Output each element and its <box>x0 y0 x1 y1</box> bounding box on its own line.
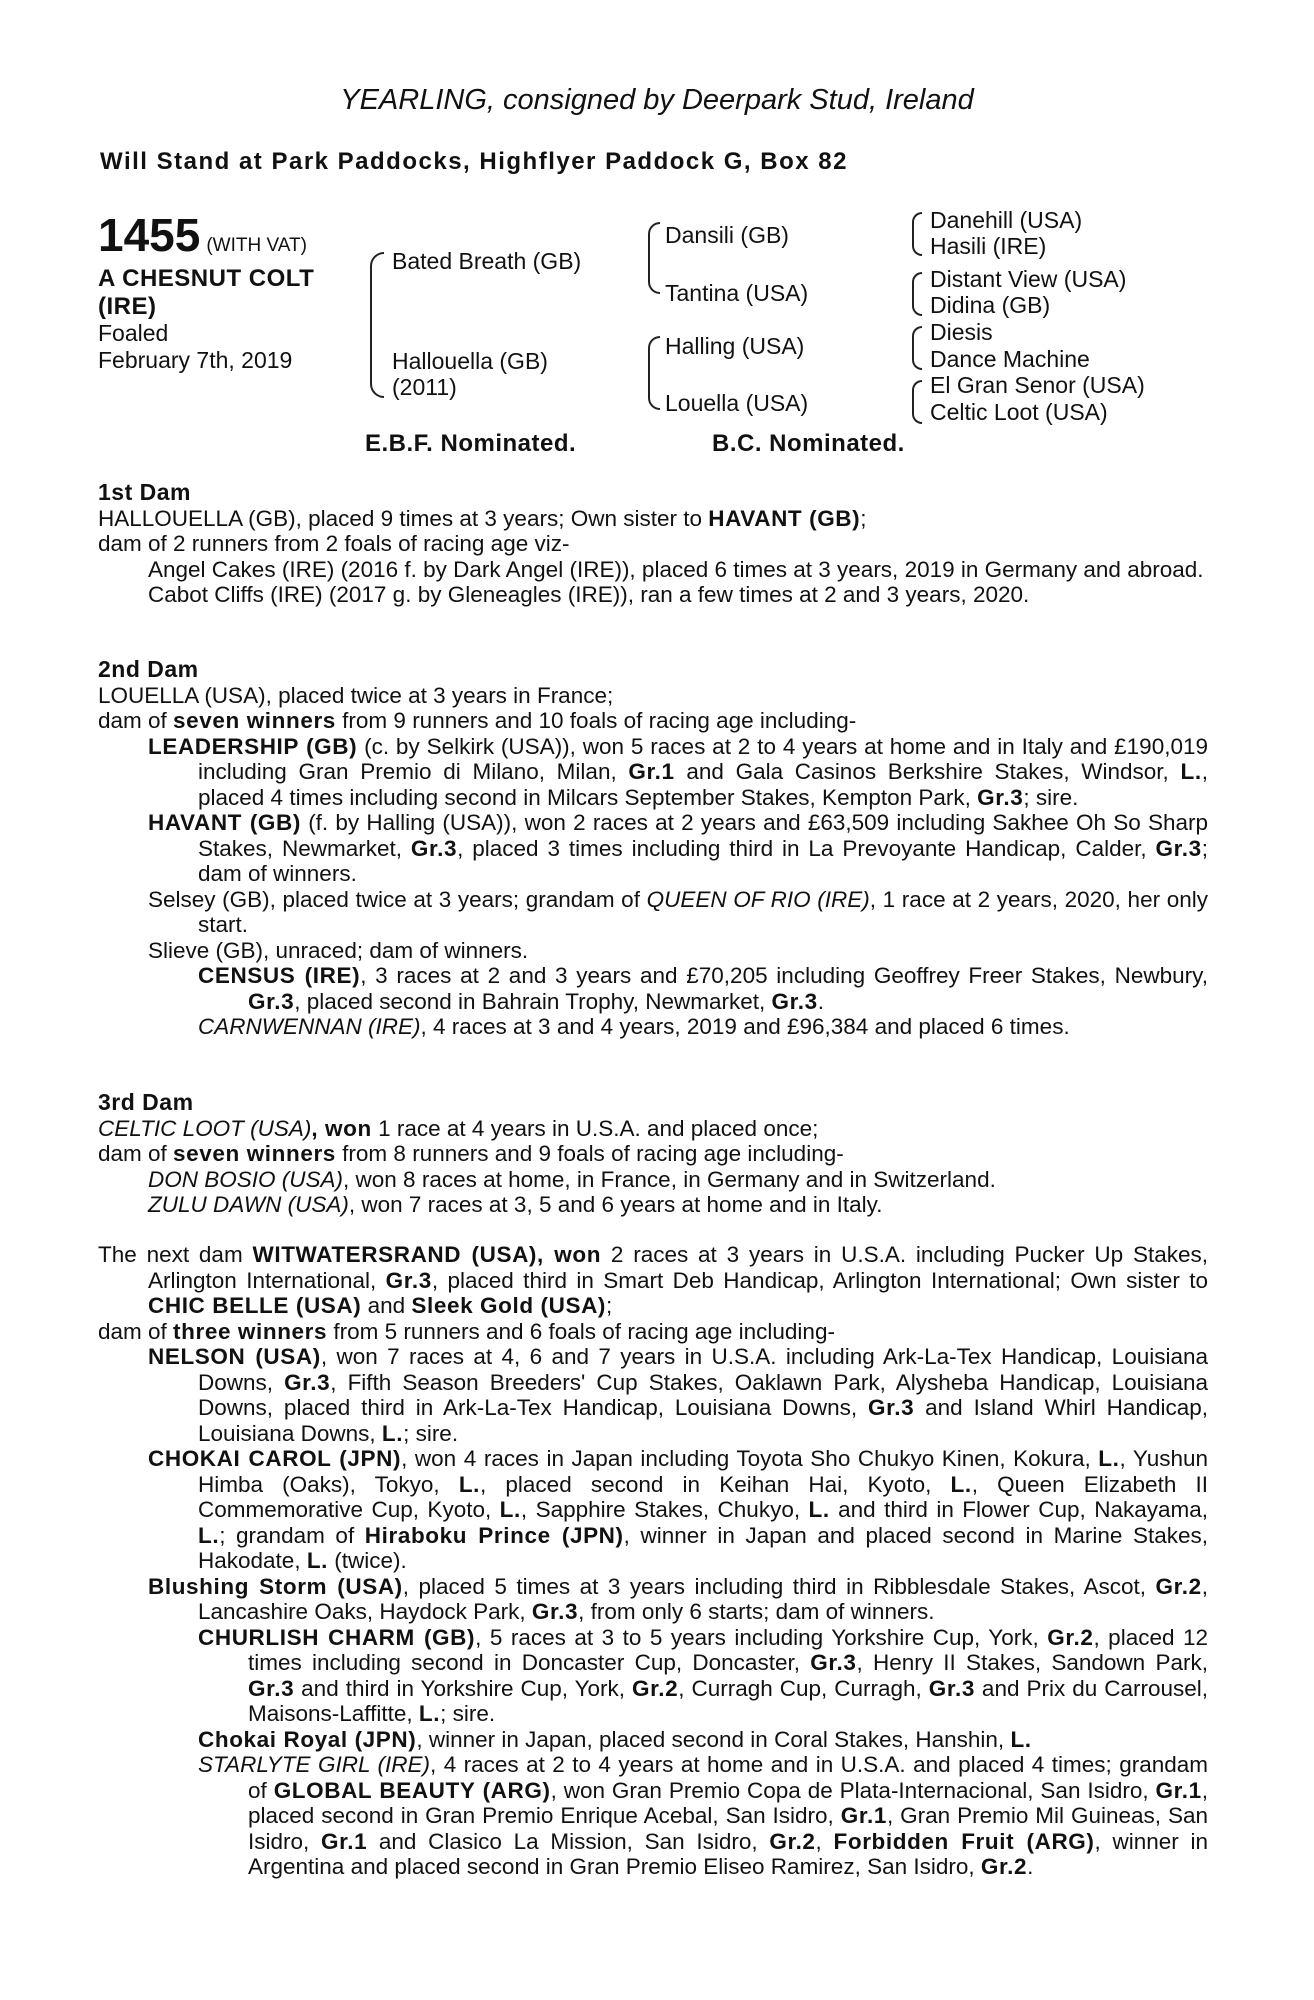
lot-description-2: (IRE) <box>98 293 157 320</box>
second-dam-line1: LOUELLA (USA), placed twice at 3 years in France; <box>98 682 614 708</box>
pedigree-bracket-g3-4 <box>912 380 922 424</box>
lot-number-value: 1455 <box>98 209 201 261</box>
next-dam-chokai-carol: CHOKAI CAROL (JPN), won 4 races in Japan including Toyota Sho Chukyo Kinen, Kokura, L., Yushun Himba (Oaks), Tokyo, L., placed second in Keihan Hai, Kyoto, L., Queen Elizabeth II Commemorative Cup, Kyoto, L., Sapphire Stakes, Chukyo, L. and third in Flower Cup, Nakayama, L.; grandam of Hiraboku Prince (JPN), winner in Japan and placed second in Marine Stakes, Hakodate, L. (twice). <box>148 1446 1208 1573</box>
third-dam-heading: 3rd Dam <box>98 1089 194 1115</box>
ebf-nomination: E.B.F. Nominated. <box>365 430 577 457</box>
next-dam-intro: The next dam WITWATERSRAND (USA), won 2 races at 3 years in U.S.A. including Pucker Up Stakes, Arlington International, Gr.3, placed third in Smart Deb Handicap, Arlington International; Own sister to CHIC BELLE (USA) and Sleek Gold (USA); <box>98 1242 1208 1318</box>
pedigree-gen3-6: Dance Machine <box>930 346 1090 372</box>
pedigree-dam: Hallouella (GB) <box>392 348 548 374</box>
second-dam-carnwennan: CARNWENNAN (IRE), 4 races at 3 and 4 years, 2019 and £96,384 and placed 6 times. <box>198 1014 1070 1039</box>
pedigree-gen2-1: Dansili (GB) <box>665 222 789 248</box>
second-dam-slieve: Slieve (GB), unraced; dam of winners. <box>148 937 529 963</box>
third-dam-zulu-dawn: ZULU DAWN (USA), won 7 races at 3, 5 and 6 years at home and in Italy. <box>148 1192 883 1217</box>
third-dam-line1: CELTIC LOOT (USA), won 1 race at 4 years in U.S.A. and placed once; <box>98 1115 819 1141</box>
next-dam-chokai-royal: Chokai Royal (JPN), winner in Japan, placed second in Coral Stakes, Hanshin, L. <box>198 1726 1032 1752</box>
pedigree-gen3-4: Didina (GB) <box>930 292 1051 318</box>
third-dam-don-bosio: DON BOSIO (USA), won 8 races at home, in France, in Germany and in Switzerland. <box>148 1166 996 1192</box>
second-dam-heading: 2nd Dam <box>98 656 199 682</box>
pedigree-gen2-2: Tantina (USA) <box>665 280 809 306</box>
second-dam-selsey: Selsey (GB), placed twice at 3 years; grandam of QUEEN OF RIO (IRE), 1 race at 2 years, 2020, her only start. <box>148 886 1208 937</box>
first-dam-section <box>98 480 1208 608</box>
bc-nomination: B.C. Nominated. <box>712 430 905 457</box>
third-dam-line2: dam of seven winners from 8 runners and 9 foals of racing age including- <box>98 1141 844 1166</box>
first-dam-line1: HALLOUELLA (GB), placed 9 times at 3 years; Own sister to HAVANT (GB); <box>98 505 867 531</box>
first-dam-heading: 1st Dam <box>98 479 191 505</box>
pedigree-bracket-g3-2 <box>912 272 922 316</box>
pedigree-gen3-5: Diesis <box>930 319 993 345</box>
pedigree-gen2-4: Louella (USA) <box>665 390 809 416</box>
second-dam-leadership: LEADERSHIP (GB) (c. by Selkirk (USA)), won 5 races at 2 to 4 years at home and in Italy and £190,019 including Gran Premio di Milano, Milan, Gr.1 and Gala Casinos Berkshire Stakes, Windsor, L., placed 4 times including second in Milcars September Stakes, Kempton Park, Gr.3; sire. <box>148 733 1208 810</box>
next-dam-blushing-storm: Blushing Storm (USA), placed 5 times at 3 years including third in Ribblesdale Stakes, Ascot, Gr.2, Lancashire Oaks, Haydock Park, Gr.3, from only 6 starts; dam of winners. <box>148 1573 1208 1624</box>
next-dam-nelson: NELSON (USA), won 7 races at 4, 6 and 7 years in U.S.A. including Ark-La-Tex Handicap, Louisiana Downs, Gr.3, Fifth Season Breeders' Cup Stakes, Oaklawn Park, Alysheba Handicap, Louisiana Downs, placed third in Ark-La-Tex Handicap, Louisiana Downs, Gr.3 and Island Whirl Handicap, Louisiana Downs, L.; sire. <box>148 1344 1209 1446</box>
second-dam-line2: dam of seven winners from 9 runners and 10 foals of racing age including- <box>98 708 857 733</box>
pedigree-bracket-g3-3 <box>912 326 922 370</box>
next-dam-churlish-charm: CHURLISH CHARM (GB), 5 races at 3 to 5 years including Yorkshire Cup, York, Gr.2, placed 12 times including second in Doncaster Cup, Doncaster, Gr.3, Henry II Stakes, Sandown Park, Gr.3 and third in Yorkshire Cup, York, Gr.2, Curragh Cup, Curragh, Gr.3 and Prix du Carrousel, Maisons-Laffitte, L.; sire. <box>198 1624 1208 1726</box>
pedigree-bracket-sire <box>648 222 660 294</box>
second-dam-havant: HAVANT (GB) (f. by Halling (USA)), won 2 races at 2 years and £63,509 including Sakhee Oh So Sharp Stakes, Newmarket, Gr.3, placed 3 times including third in La Prevoyante Handicap, Calder, Gr.3; dam of winners. <box>148 810 1208 886</box>
pedigree-gen3-7: El Gran Senor (USA) <box>930 372 1145 398</box>
pedigree-gen2-3: Halling (USA) <box>665 333 805 359</box>
pedigree-gen3-1: Danehill (USA) <box>930 207 1083 233</box>
lot-description-1: A CHESNUT COLT <box>98 265 315 292</box>
next-dam-section <box>98 1242 1208 1880</box>
pedigree-sire: Bated Breath (GB) <box>392 248 582 274</box>
pedigree-gen3-8: Celtic Loot (USA) <box>930 399 1108 425</box>
first-dam-foal-2: Cabot Cliffs (IRE) (2017 g. by Gleneagles (IRE)), ran a few times at 2 and 3 years, 2020. <box>148 582 1030 607</box>
pedigree-gen3-3: Distant View (USA) <box>930 266 1127 292</box>
next-dam-produce: dam of three winners from 5 runners and 6 foals of racing age including- <box>98 1318 835 1344</box>
second-dam-census: CENSUS (IRE), 3 races at 2 and 3 years and £70,205 including Geoffrey Freer Stakes, Newbury, Gr.3, placed second in Bahrain Trophy, Newmarket, Gr.3. <box>198 963 1209 1014</box>
next-dam-starlyte-girl: STARLYTE GIRL (IRE), 4 races at 2 to 4 years at home and in U.S.A. and placed 4 times; grandam of GLOBAL BEAUTY (ARG), won Gran Premio Copa de Plata-Internacional, San Isidro, Gr.1, placed second in Gran Premio Enrique Acebal, San Isidro, Gr.1, Gran Premio Mil Guineas, San Isidro, Gr.1 and Clasico La Mission, San Isidro, Gr.2, Forbidden Fruit (ARG), winner in Argentina and placed second in Gran Premio Eliseo Ramirez, San Isidro, Gr.2. <box>198 1752 1208 1879</box>
foaled-label: Foaled <box>98 320 169 346</box>
third-dam-section <box>98 1090 1208 1218</box>
first-dam-foal-1: Angel Cakes (IRE) (2016 f. by Dark Angel (IRE)), placed 6 times at 3 years, 2019 in Germany and abroad. <box>148 556 1204 582</box>
pedigree-dam-year: (2011) <box>392 374 457 400</box>
lot-number <box>98 208 307 262</box>
stand-location: Will Stand at Park Paddocks, Highflyer Paddock G, Box 82 <box>100 148 848 175</box>
pedigree-bracket-g3-1 <box>912 212 922 256</box>
vat-label: (WITH VAT) <box>206 235 307 256</box>
first-dam-line2: dam of 2 runners from 2 foals of racing age viz- <box>98 531 570 556</box>
pedigree-gen3-2: Hasili (IRE) <box>930 233 1047 259</box>
foaled-date: February 7th, 2019 <box>98 347 293 373</box>
pedigree-bracket-dam <box>648 336 660 410</box>
catalogue-header: YEARLING, consigned by Deerpark Stud, Ireland <box>340 84 974 116</box>
pedigree-bracket-gen1 <box>370 252 384 398</box>
second-dam-section <box>98 657 1208 1040</box>
